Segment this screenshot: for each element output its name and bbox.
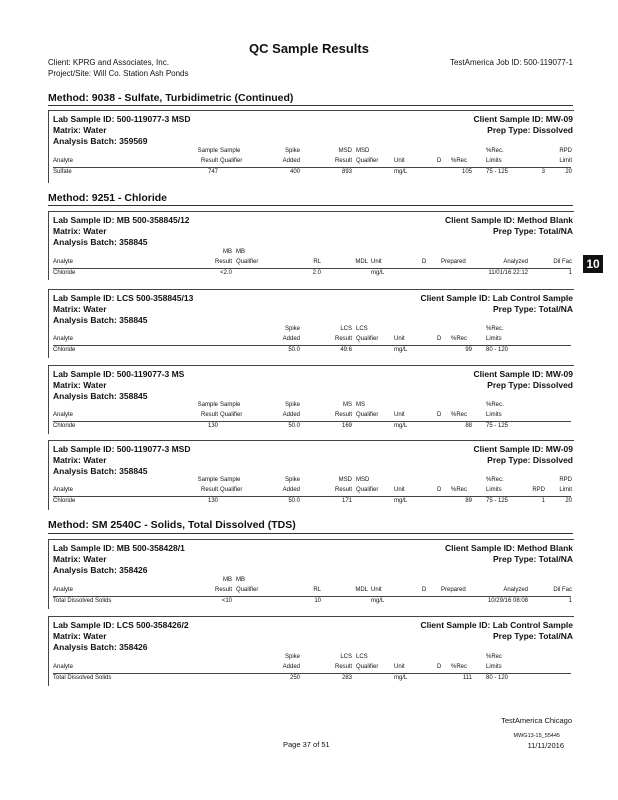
footer-date: 11/11/2016	[527, 741, 564, 750]
lab-sample-id: Lab Sample ID: LCS 500-358845/13	[53, 293, 194, 303]
col-analyzed: Analyzed	[503, 587, 528, 593]
prep-type: Prep Type: Total/NA	[493, 226, 573, 236]
col-d: D	[437, 336, 442, 342]
col-prepared: Prepared	[441, 259, 466, 265]
cell-analyte: Chloride	[53, 270, 76, 276]
col-unit: Unit	[371, 587, 382, 593]
cell-result: 171	[341, 498, 352, 504]
col-analyte: Analyte	[53, 259, 74, 265]
col-result: Result	[334, 412, 352, 418]
header-rule	[53, 496, 571, 497]
cell-limits: 80 - 120	[486, 675, 509, 681]
col-result: Result	[200, 487, 218, 493]
col-mb: MB	[223, 249, 232, 255]
col-result: Result	[214, 259, 232, 265]
cell-result: 893	[341, 169, 352, 175]
col-qualifier: Qualifier	[236, 587, 259, 593]
col-lcs: LCS	[356, 654, 368, 660]
col-unit: Unit	[394, 158, 405, 164]
col-result: Result	[334, 158, 352, 164]
col-mb: MB	[236, 249, 245, 255]
col-d: D	[422, 259, 427, 265]
client-sample-id: Client Sample ID: Lab Control Sample	[420, 293, 573, 303]
col-spike: Spike	[284, 402, 300, 408]
col-d: D	[437, 412, 442, 418]
col-sample: Sample	[197, 477, 218, 483]
footer-company: TestAmerica Chicago	[501, 716, 572, 725]
col-rec: %Rec.	[486, 477, 504, 483]
col-added: Added	[282, 412, 300, 418]
cell-sample-result: 130	[207, 498, 218, 504]
cell-rec: 99	[465, 347, 472, 353]
client-sample-id: Client Sample ID: MW-09	[473, 114, 573, 124]
method-heading-2540c: Method: SM 2540C - Solids, Total Dissolved (TDS)	[48, 519, 296, 531]
client-sample-id: Client Sample ID: Lab Control Sample	[420, 620, 573, 630]
page-title: QC Sample Results	[249, 41, 369, 56]
method-rule	[48, 105, 573, 106]
cell-rec: 88	[465, 423, 472, 429]
cell-unit: mg/L	[394, 423, 408, 429]
analysis-batch: Analysis Batch: 359569	[53, 136, 148, 146]
col-rpd: RPD	[532, 487, 545, 493]
prep-type: Prep Type: Total/NA	[493, 631, 573, 641]
footer-page-number: Page 37 of 51	[283, 740, 330, 749]
cell-analyte: Chloride	[53, 423, 76, 429]
col-qualifier: Qualifier	[356, 487, 379, 493]
col-analyte: Analyte	[53, 412, 74, 418]
cell-limit: 20	[565, 498, 572, 504]
col-rl: RL	[313, 587, 321, 593]
cell-unit: mg/L	[394, 169, 408, 175]
cell-rl: 10	[314, 598, 321, 604]
footer-code: MWG13-15_55445	[513, 733, 560, 739]
col-msd: MSD	[356, 477, 370, 483]
matrix: Matrix: Water	[53, 631, 107, 641]
cell-sample-result: 130	[207, 423, 218, 429]
method-heading-9038: Method: 9038 - Sulfate, Turbidimetric (Continued)	[48, 92, 294, 104]
col-result: Result	[200, 412, 218, 418]
col-limits: Limits	[486, 336, 502, 342]
method-rule	[48, 533, 573, 534]
cell-spike: 50.0	[288, 498, 300, 504]
col-qualifier: Qualifier	[220, 158, 243, 164]
cell-limits: 75 - 125	[486, 498, 509, 504]
col-mdl: MDL	[355, 587, 368, 593]
lab-sample-id: Lab Sample ID: 500-119077-3 MSD	[53, 444, 191, 454]
col-prepared: Prepared	[441, 587, 466, 593]
col-limit: Limit	[559, 158, 572, 164]
col-rec: %Rec	[451, 487, 468, 493]
method-rule	[48, 205, 573, 206]
col-limits: Limits	[486, 487, 502, 493]
cell-result: 283	[341, 675, 352, 681]
col-limits: Limits	[486, 158, 502, 164]
col-spike: Spike	[284, 477, 300, 483]
col-added: Added	[282, 487, 300, 493]
col-spike: Spike	[284, 654, 300, 660]
col-analyte: Analyte	[53, 664, 74, 670]
client-sample-id: Client Sample ID: Method Blank	[445, 543, 573, 553]
col-sample: Sample	[197, 402, 218, 408]
cell-spike: 250	[289, 675, 300, 681]
analysis-batch: Analysis Batch: 358845	[53, 315, 148, 325]
col-sample: Sample	[220, 148, 241, 154]
cell-rpd: 1	[541, 498, 545, 504]
cell-rec: 89	[465, 498, 472, 504]
cell-spike: 50.0	[288, 347, 300, 353]
col-qualifier: Qualifier	[236, 259, 259, 265]
col-sample: Sample	[220, 477, 241, 483]
col-result: Result	[200, 158, 218, 164]
job-id: TestAmerica Job ID: 500-119077-1	[449, 58, 573, 67]
header-rule	[53, 673, 571, 674]
section-tab: 10	[583, 255, 603, 273]
col-rec: %Rec	[451, 336, 468, 342]
cell-limit: 20	[565, 169, 572, 175]
col-rec: %Rec	[451, 158, 468, 164]
matrix: Matrix: Water	[53, 304, 107, 314]
cell-limits: 80 - 120	[486, 347, 509, 353]
col-d: D	[437, 664, 442, 670]
col-d: D	[437, 487, 442, 493]
cell-analyte: Total Dissolved Solids	[53, 598, 112, 604]
cell-spike: 400	[289, 169, 300, 175]
col-spike: Spike	[284, 148, 300, 154]
cell-analyzed: 11/01/16 22:12	[488, 270, 528, 276]
col-msd: MSD	[356, 148, 370, 154]
col-analyte: Analyte	[53, 487, 74, 493]
analysis-batch: Analysis Batch: 358426	[53, 565, 148, 575]
col-unit: Unit	[394, 336, 405, 342]
col-limits: Limits	[486, 412, 502, 418]
col-lcs: LCS	[356, 326, 368, 332]
col-added: Added	[282, 336, 300, 342]
col-analyte: Analyte	[53, 587, 74, 593]
cell-result: <2.0	[220, 270, 232, 276]
col-qualifier: Qualifier	[356, 336, 379, 342]
lab-sample-id: Lab Sample ID: 500-119077-3 MS	[53, 369, 185, 379]
cell-result: <10	[221, 598, 232, 604]
cell-analyzed: 10/29/16 08:08	[487, 598, 528, 604]
method-heading-9251: Method: 9251 - Chloride	[48, 192, 168, 204]
col-analyte: Analyte	[53, 158, 74, 164]
col-rpd: RPD	[559, 477, 572, 483]
analysis-batch: Analysis Batch: 358845	[53, 466, 148, 476]
col-rec: %Rec	[486, 654, 503, 660]
col-lcs: LCS	[340, 654, 352, 660]
matrix: Matrix: Water	[53, 226, 107, 236]
prep-type: Prep Type: Dissolved	[487, 125, 573, 135]
analysis-batch: Analysis Batch: 358426	[53, 642, 148, 652]
header-rule	[53, 596, 571, 597]
lab-sample-id: Lab Sample ID: 500-119077-3 MSD	[53, 114, 191, 124]
col-limits: Limits	[486, 664, 502, 670]
cell-analyte: Chloride	[53, 347, 76, 353]
col-rec: %Rec.	[486, 326, 504, 332]
col-analyzed: Analyzed	[503, 259, 528, 265]
header-rule	[53, 268, 571, 269]
cell-spike: 50.0	[288, 423, 300, 429]
col-unit: Unit	[394, 412, 405, 418]
cell-rpd: 3	[541, 169, 545, 175]
col-ms: MS	[356, 402, 365, 408]
cell-analyte: Chloride	[53, 498, 76, 504]
cell-dilfac: 1	[568, 270, 572, 276]
col-result: Result	[334, 487, 352, 493]
col-ms: MS	[343, 402, 352, 408]
col-lcs: LCS	[340, 326, 352, 332]
col-unit: Unit	[394, 487, 405, 493]
matrix: Matrix: Water	[53, 554, 107, 564]
col-d: D	[437, 158, 442, 164]
col-rec: %Rec	[451, 664, 468, 670]
matrix: Matrix: Water	[53, 125, 107, 135]
col-limit: Limit	[559, 487, 572, 493]
cell-unit: mg/L	[394, 347, 408, 353]
col-rec: %Rec.	[486, 402, 504, 408]
cell-limits: 75 - 125	[486, 423, 509, 429]
cell-limits: 75 - 125	[486, 169, 509, 175]
col-rec: %Rec	[451, 412, 468, 418]
lab-sample-id: Lab Sample ID: LCS 500-358426/2	[53, 620, 189, 630]
col-rec: %Rec.	[486, 148, 504, 154]
lab-sample-id: Lab Sample ID: MB 500-358428/1	[53, 543, 185, 553]
cell-result: 169	[341, 423, 352, 429]
col-result: Result	[214, 587, 232, 593]
col-mb: MB	[223, 577, 232, 583]
cell-rl: 2.0	[312, 270, 321, 276]
col-dilfac: Dil Fac	[553, 259, 572, 265]
prep-type: Prep Type: Total/NA	[493, 554, 573, 564]
prep-type: Prep Type: Dissolved	[487, 455, 573, 465]
col-added: Added	[282, 158, 300, 164]
cell-unit: mg/L	[394, 498, 408, 504]
lab-sample-id: Lab Sample ID: MB 500-358845/12	[53, 215, 190, 225]
col-dilfac: Dil Fac	[553, 587, 572, 593]
cell-unit: mg/L	[394, 675, 408, 681]
col-result: Result	[334, 336, 352, 342]
cell-result: 49.6	[340, 347, 352, 353]
cell-unit: mg/L	[371, 598, 385, 604]
cell-rec: 111	[462, 675, 472, 681]
client-sample-id: Client Sample ID: Method Blank	[445, 215, 573, 225]
prep-type: Prep Type: Dissolved	[487, 380, 573, 390]
cell-unit: mg/L	[371, 270, 385, 276]
col-rpd: RPD	[559, 148, 572, 154]
col-sample: Sample	[197, 148, 218, 154]
col-unit: Unit	[371, 259, 382, 265]
col-rl: RL	[313, 259, 321, 265]
cell-analyte: Total Dissolved Solids	[53, 675, 112, 681]
client-sample-id: Client Sample ID: MW-09	[473, 444, 573, 454]
matrix: Matrix: Water	[53, 380, 107, 390]
cell-rec: 105	[461, 169, 472, 175]
cell-sample-result: 747	[207, 169, 218, 175]
prep-type: Prep Type: Total/NA	[493, 304, 573, 314]
col-sample: Sample	[220, 402, 241, 408]
cell-dilfac: 1	[568, 598, 572, 604]
header-rule	[53, 345, 571, 346]
col-qualifier: Qualifier	[356, 664, 379, 670]
client-sample-id: Client Sample ID: MW-09	[473, 369, 573, 379]
col-mdl: MDL	[355, 259, 368, 265]
col-qualifier: Qualifier	[220, 487, 243, 493]
matrix: Matrix: Water	[53, 455, 107, 465]
analysis-batch: Analysis Batch: 358845	[53, 391, 148, 401]
header-rule	[53, 421, 571, 422]
header-rule	[53, 167, 571, 168]
client-name: Client: KPRG and Associates, Inc.	[48, 58, 169, 67]
col-mb: MB	[236, 577, 245, 583]
col-qualifier: Qualifier	[356, 158, 379, 164]
col-analyte: Analyte	[53, 336, 74, 342]
col-result: Result	[334, 664, 352, 670]
col-msd: MSD	[338, 148, 352, 154]
analysis-batch: Analysis Batch: 358845	[53, 237, 148, 247]
col-qualifier: Qualifier	[356, 412, 379, 418]
col-spike: Spike	[284, 326, 300, 332]
col-qualifier: Qualifier	[220, 412, 243, 418]
col-added: Added	[282, 664, 300, 670]
col-msd: MSD	[338, 477, 352, 483]
col-d: D	[422, 587, 427, 593]
col-unit: Unit	[394, 664, 405, 670]
cell-analyte: Sulfate	[53, 169, 72, 175]
project-site: Project/Site: Will Co. Station Ash Ponds	[48, 69, 189, 78]
